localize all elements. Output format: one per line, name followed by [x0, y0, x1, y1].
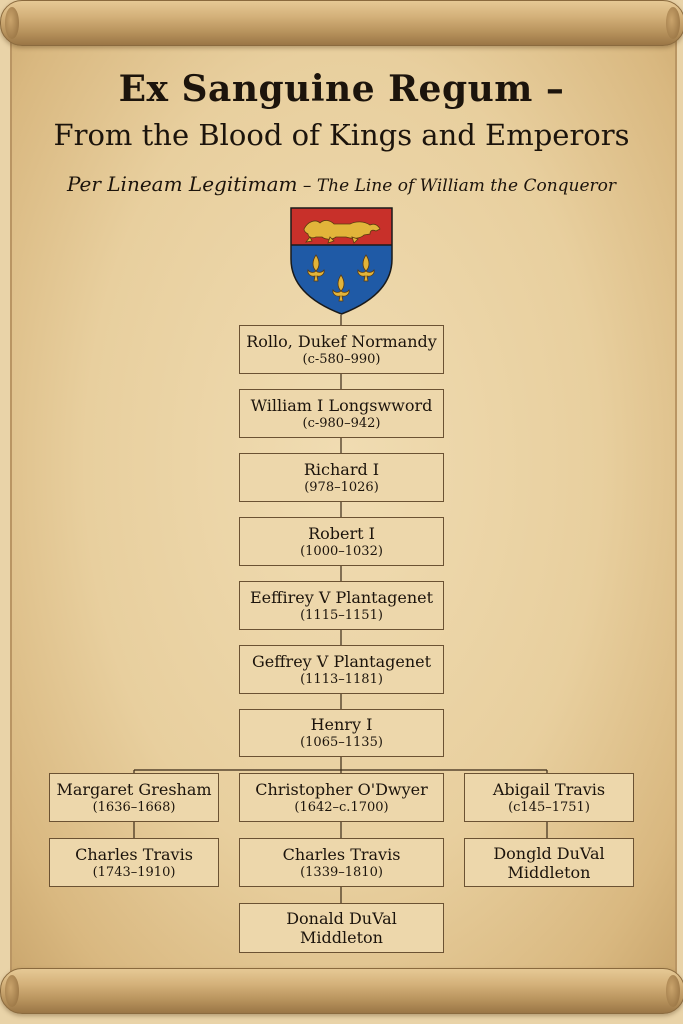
tree-node [239, 709, 444, 757]
node-name: William I Longswword [250, 395, 433, 415]
node-name: Geffrey V Plantagenet [251, 651, 432, 671]
subtitle-latin: Per Lineam Legitimam [66, 172, 298, 196]
node-dates: (c-980–942) [302, 415, 381, 431]
node-name: Abigail Travis [492, 779, 606, 799]
subtitle-english: – The Line of William the Conqueror [297, 176, 617, 196]
node-dates: (1065–1135) [300, 735, 383, 750]
node-dates: (978–1026) [304, 479, 379, 495]
node-dates: (1642–c.1700) [294, 799, 389, 815]
node-dates: (c-580–990) [302, 351, 381, 367]
node-name: Henry I [310, 715, 373, 734]
tree-node [239, 389, 444, 438]
tree-node [239, 903, 444, 953]
node-name: Margaret Gresham [56, 779, 212, 799]
node-name: Dongld DuVal Middleton [493, 843, 605, 882]
node-dates: (1113–1181) [300, 671, 383, 687]
tree-node [239, 773, 444, 822]
node-name: Donald DuVal Middleton [286, 909, 397, 947]
title-line-2: From the Blood of Kings and Emperors [53, 118, 630, 152]
node-name: Christopher O'Dwyer [255, 779, 428, 799]
tree-node [49, 838, 219, 887]
node-name: Robert I [308, 523, 375, 543]
node-dates: (1636–1668) [92, 799, 176, 815]
node-name: Rollo, Dukef Normandy [246, 331, 437, 351]
node-name: Richard I [303, 459, 380, 479]
node-dates: (1115–1151) [300, 607, 383, 623]
tree-node [239, 838, 444, 887]
tree-node [239, 645, 444, 694]
tree-node [239, 325, 444, 374]
title-line-1: Ex Sanguine Regum – [118, 68, 565, 110]
node-name: Charles Travis [75, 844, 193, 864]
tree-node [239, 517, 444, 566]
tree-node [239, 581, 444, 630]
tree-node [464, 838, 634, 887]
node-name: Charles Travis [282, 844, 401, 864]
node-dates: (1000–1032) [300, 543, 383, 559]
tree-node [49, 773, 219, 822]
node-name: Eeffirey V Plantagenet [249, 587, 434, 607]
tree-node [464, 773, 634, 822]
node-dates: (1743–1910) [92, 864, 176, 880]
node-dates: (c145–1751) [508, 799, 590, 815]
tree-node [239, 453, 444, 502]
node-dates: (1339–1810) [300, 864, 383, 880]
